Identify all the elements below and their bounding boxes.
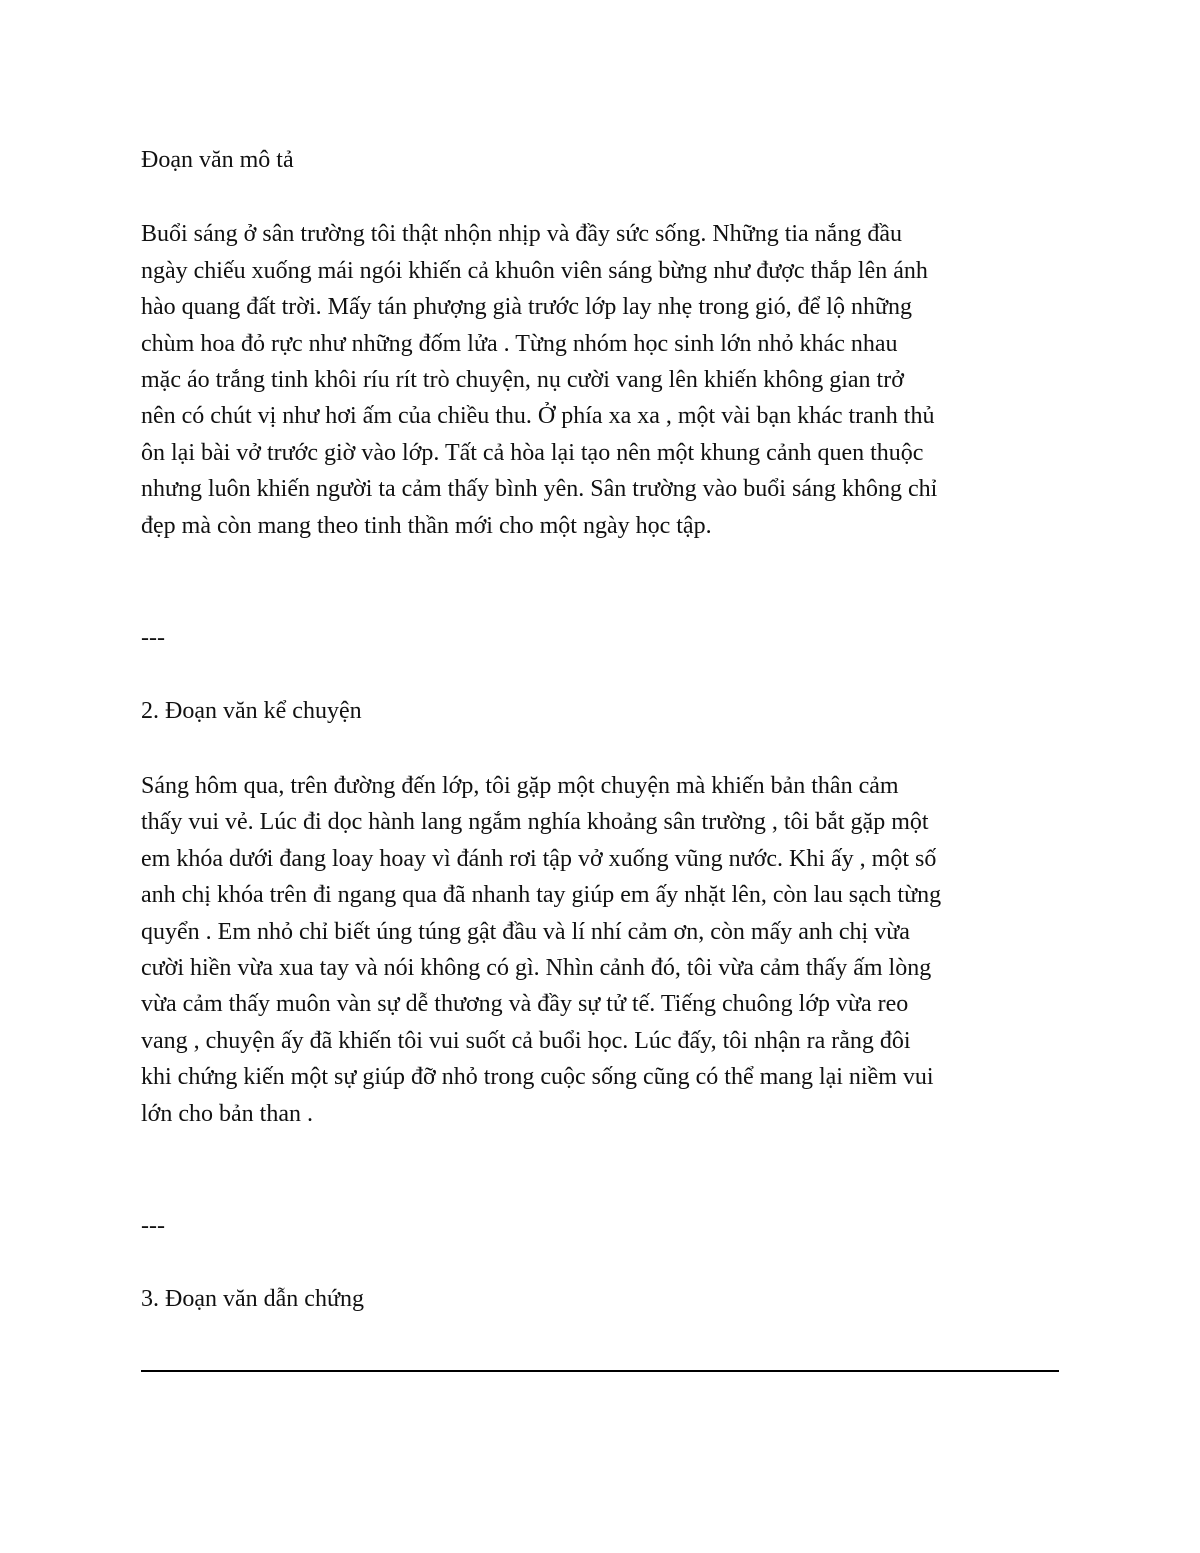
section-heading-narrative: 2. Đoạn văn kể chuyện: [141, 698, 362, 725]
paragraph-line: mặc áo trắng tinh khôi ríu rít trò chuyện, nụ cười vang lên khiến không gian trở: [141, 367, 904, 394]
paragraph-line: lớn cho bản than .: [141, 1100, 313, 1127]
paragraph-line: nên có chút vị như hơi ấm của chiều thu. Ở phía xa xa , một vài bạn khác tranh thủ: [141, 403, 935, 430]
paragraph-line: chùm hoa đỏ rực như những đốm lửa . Từng nhóm học sinh lớn nhỏ khác nhau: [141, 330, 898, 357]
paragraph-line: nhưng luôn khiến người ta cảm thấy bình yên. Sân trường vào buổi sáng không chỉ: [141, 476, 938, 503]
document-body: [141, 142, 1071, 1318]
paragraph-line: Sáng hôm qua, trên đường đến lớp, tôi gặp một chuyện mà khiến bản thân cảm: [141, 772, 899, 799]
section-heading-descriptive: Đoạn văn mô tả: [141, 147, 294, 173]
paragraph-descriptive: [141, 216, 1071, 544]
section-separator: ---: [141, 625, 165, 652]
section-heading-evidence: 3. Đoạn văn dẫn chứng: [141, 1286, 364, 1313]
paragraph-line: thấy vui vẻ. Lúc đi dọc hành lang ngắm nghía khoảng sân trường , tôi bắt gặp một: [141, 809, 929, 836]
paragraph-line: anh chị khóa trên đi ngang qua đã nhanh tay giúp em ấy nhặt lên, còn lau sạch từng: [141, 882, 942, 909]
paragraph-line: em khóa dưới đang loay hoay vì đánh rơi tập vở xuống vũng nước. Khi ấy , một số: [141, 845, 937, 872]
section-separator: ---: [141, 1212, 165, 1239]
paragraph-line: Buổi sáng ở sân trường tôi thật nhộn nhịp và đầy sức sống. Những tia nắng đầu: [141, 221, 902, 248]
paragraph-narrative: [141, 768, 1071, 1132]
paragraph-line: hào quang đất trời. Mấy tán phượng già trước lớp lay nhẹ trong gió, để lộ những: [141, 294, 912, 321]
horizontal-rule: [141, 1370, 1059, 1372]
paragraph-line: vừa cảm thấy muôn vàn sự dễ thương và đầy sự tử tế. Tiếng chuông lớp vừa reo: [141, 991, 909, 1018]
paragraph-line: vang , chuyện ấy đã khiến tôi vui suốt cả buổi học. Lúc đấy, tôi nhận ra rằng đôi: [141, 1027, 911, 1054]
paragraph-line: quyển . Em nhỏ chỉ biết úng túng gật đầu và lí nhí cảm ơn, còn mấy anh chị vừa: [141, 918, 910, 945]
paragraph-line: khi chứng kiến một sự giúp đỡ nhỏ trong cuộc sống cũng có thể mang lại niềm vui: [141, 1064, 934, 1091]
paragraph-line: ôn lại bài vở trước giờ vào lớp. Tất cả hòa lại tạo nên một khung cảnh quen thuộc: [141, 439, 924, 466]
paragraph-line: cười hiền vừa xua tay và nói không có gì. Nhìn cảnh đó, tôi vừa cảm thấy ấm lòng: [141, 954, 932, 981]
paragraph-line: đẹp mà còn mang theo tinh thần mới cho một ngày học tập.: [141, 512, 712, 539]
paragraph-line: ngày chiếu xuống mái ngói khiến cả khuôn viên sáng bừng như được thắp lên ánh: [141, 257, 928, 284]
